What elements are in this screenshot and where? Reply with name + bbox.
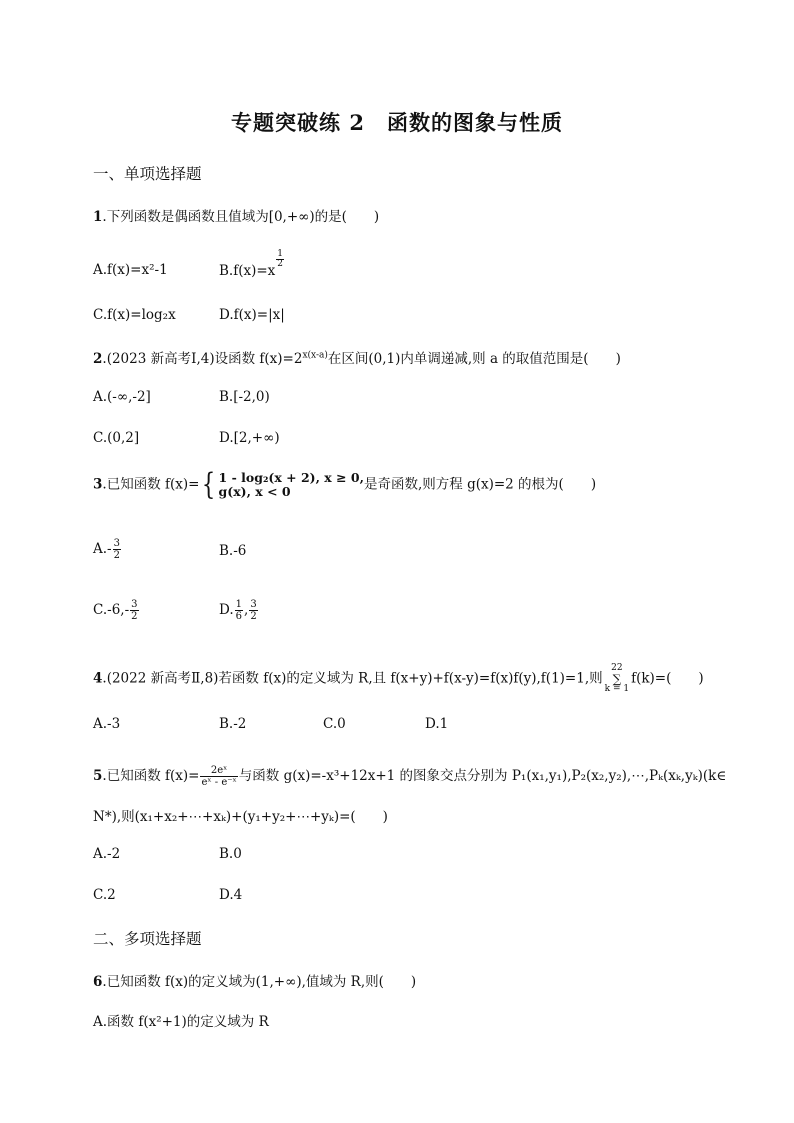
question-number: 3 xyxy=(93,476,103,493)
denominator: 6 xyxy=(235,611,243,622)
question-text: .(2023 新高考Ⅰ,4)设函数 f(x)=2 xyxy=(102,351,303,367)
q5-option-b: B.0 xyxy=(219,846,242,862)
q4-option-c: C.0 xyxy=(323,716,346,732)
numerator: 3 xyxy=(131,599,138,610)
question-number: 5 xyxy=(93,768,103,784)
q1-option-c: C.f(x)=log₂x xyxy=(93,307,176,323)
q3-option-a xyxy=(93,538,122,561)
fraction xyxy=(249,599,257,622)
question-5-line-2: N*),则(x₁+x₂+⋯+xₖ)+(y₁+y₂+⋯+yₖ)=( ) xyxy=(93,809,388,825)
case-1: 1 - log₂(x + 2), x ≥ 0, xyxy=(218,470,364,485)
q3-option-d: D. $\frac{1}{6}$ , $\frac{3}{2}$ xyxy=(219,599,257,622)
q6-option-a: A.函数 f(x²+1)的定义域为 R xyxy=(93,1014,269,1030)
question-text: .下列函数是偶函数且值域为[0,+∞)的是( ) xyxy=(102,209,380,225)
q2-option-d: D.[2,+∞) xyxy=(219,430,280,446)
piecewise-cases xyxy=(219,471,364,499)
option-text: D. xyxy=(219,602,234,618)
denominator: 2 xyxy=(277,259,284,269)
numerator: 3 xyxy=(250,599,257,610)
case-2: g(x), x < 0 xyxy=(218,484,291,499)
q2-option-b: B.[-2,0) xyxy=(219,389,270,405)
q4-option-b: B.-2 xyxy=(219,716,247,732)
q3-option-b: B.-6 xyxy=(219,543,247,559)
summation xyxy=(605,664,629,694)
q5-option-d: D.4 xyxy=(219,887,243,903)
section-heading-single-choice: 一、单项选择题 xyxy=(93,165,202,183)
question-3 xyxy=(93,467,597,502)
question-text: .已知函数 f(x)= xyxy=(102,768,200,784)
q1-option-a: A.f(x)=x²-1 xyxy=(93,262,168,278)
q5-option-a: A.-2 xyxy=(93,846,121,862)
fraction xyxy=(130,599,138,622)
question-text: .已知函数 f(x)= xyxy=(102,476,200,493)
exponent-fraction xyxy=(276,250,284,269)
question-text-tail: 是奇函数,则方程 g(x)=2 的根为( ) xyxy=(363,476,597,493)
q4-option-a: A.-3 xyxy=(93,716,121,732)
q2-option-c: C.(0,2] xyxy=(93,430,140,446)
denominator: 2 xyxy=(113,550,120,561)
denominator: 2 xyxy=(131,611,138,622)
question-4 xyxy=(93,664,704,694)
q5-option-c: C.2 xyxy=(93,887,116,903)
sum-upper: 22 xyxy=(611,663,623,673)
question-number: 6 xyxy=(93,974,103,990)
fraction xyxy=(113,538,121,561)
numerator: 3 xyxy=(113,538,120,549)
fraction xyxy=(200,765,237,788)
q1-option-d: D.f(x)=|x| xyxy=(219,307,285,323)
exponent: x(x-a) xyxy=(302,350,328,361)
q4-option-d: D.1 xyxy=(425,716,449,732)
fraction xyxy=(235,599,243,622)
numerator: 1 xyxy=(277,249,284,259)
question-5 xyxy=(93,764,726,788)
question-1 xyxy=(93,205,379,225)
question-6 xyxy=(93,970,416,990)
q1-option-b xyxy=(219,249,285,281)
numerator: 2eˣ xyxy=(200,765,237,777)
question-number: 4 xyxy=(93,670,103,687)
question-text: .已知函数 f(x)的定义域为(1,+∞),值域为 R,则( ) xyxy=(102,974,417,990)
numerator: 1 xyxy=(235,599,243,610)
option-text: A.- xyxy=(93,541,112,557)
sigma-symbol: ∑ xyxy=(612,672,622,686)
question-text-tail: 与函数 g(x)=-x³+12x+1 的图象交点分别为 P₁(x₁,y₁),P₂(x₂,y₂),⋯,Pₖ(xₖ,yₖ)(k∈ xyxy=(238,768,727,784)
question-number: 1 xyxy=(93,209,103,225)
question-text: .(2022 新高考Ⅱ,8)若函数 f(x)的定义域为 R,且 f(x+y)+f(x-y)=f(x)f(y),f(1)=1,则 xyxy=(102,670,603,687)
piecewise-brace: { xyxy=(202,467,216,502)
option-text: B.f(x)=x xyxy=(219,263,276,279)
question-text-tail: 在区间(0,1)内单调递减,则 a 的取值范围是( ) xyxy=(327,351,621,367)
question-2 xyxy=(93,347,621,367)
denominator: 2 xyxy=(250,611,257,622)
sum-lower: k = 1 xyxy=(604,684,630,694)
denominator: eˣ - e⁻ˣ xyxy=(201,777,237,788)
question-text-tail: f(k)=( ) xyxy=(631,670,704,687)
question-number: 2 xyxy=(93,351,103,367)
section-heading-multiple-choice: 二、多项选择题 xyxy=(93,930,202,948)
q2-option-a: A.(-∞,-2] xyxy=(93,389,151,405)
option-text: C.-6,- xyxy=(93,602,130,618)
page-title: 专题突破练 2 函数的图象与性质 xyxy=(231,110,563,135)
q3-option-c xyxy=(93,599,140,622)
